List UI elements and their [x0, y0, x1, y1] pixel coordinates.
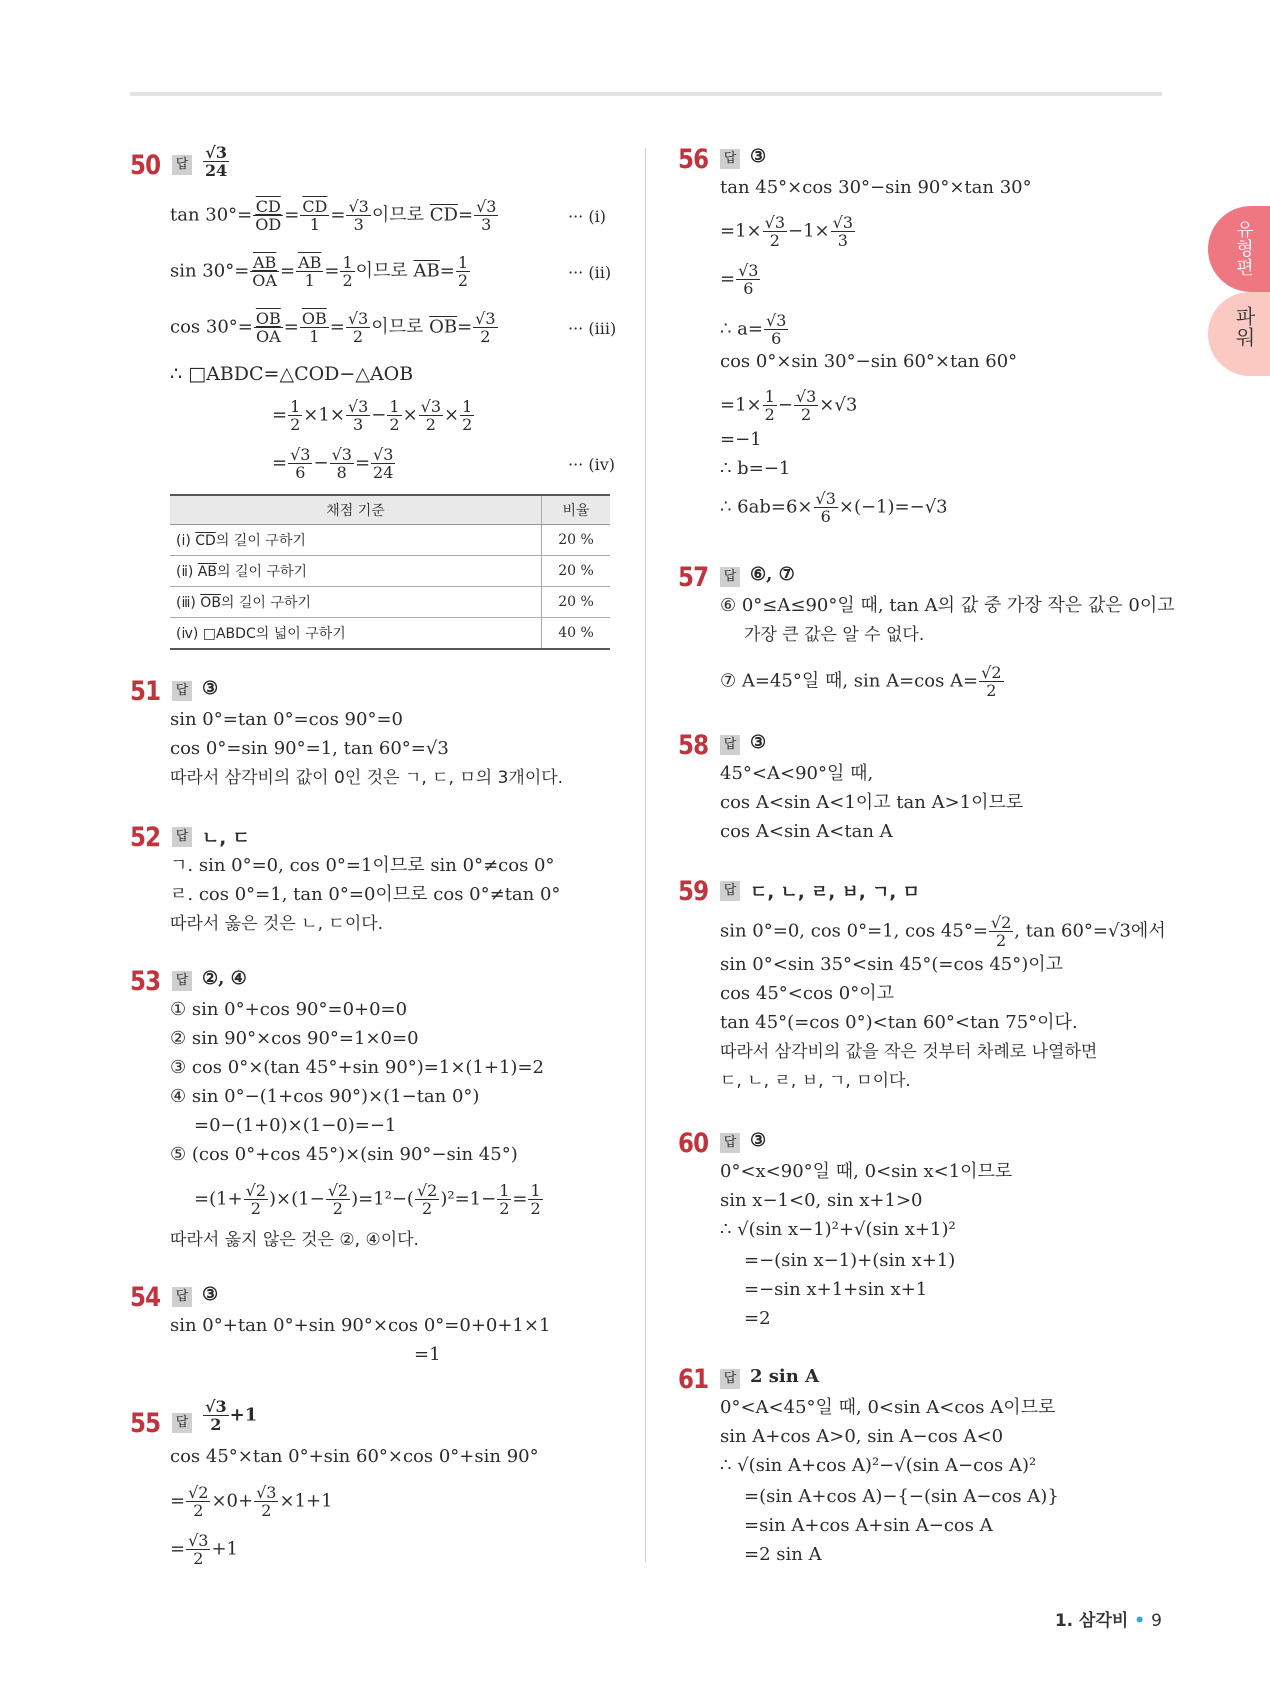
p53-line-2: ② sin 90°×cos 90°=1×0=0: [170, 1028, 419, 1049]
step-tag-i: ··· (ⅰ): [568, 207, 606, 226]
table-row: [170, 556, 610, 587]
p53-line-5: =0−(1+0)×(1−0)=−1: [194, 1115, 397, 1136]
answer: $\frac{√3}{2}$ +1: [205, 1397, 258, 1434]
answer: ㄴ, ㄷ: [202, 828, 250, 849]
grading-header: [170, 495, 610, 525]
criteria-cell: (ⅱ) $\overline{AB}$의 길이 구하기: [170, 556, 542, 587]
p53-line-1: ① sin 0°+cos 90°=0+0=0: [170, 999, 408, 1020]
p60-line-5: =−sin x+1+sin x+1: [744, 1279, 928, 1300]
p60-line-2: sin x−1<0, sin x+1>0: [720, 1190, 923, 1211]
answer-badge: 답: [172, 1413, 192, 1433]
p58-line-1: 45°<A<90°일 때,: [720, 763, 874, 784]
p54-line-1: sin 0°+tan 0°+sin 90°×cos 0°=0+0+1×1: [170, 1315, 551, 1336]
p50-line-1: tan 30°= $\frac{\overline{CD}}{OD}$ = $\frac{\overline{CD}}{1}$ = $\frac{√3}{3}$ 이므로 $\overline{CD}=$ $\frac{√3}{3}$: [170, 197, 497, 234]
p50-line-3: cos 30°= $\frac{\overline{OB}}{OA}$ = $\frac{\overline{OB}}{1}$ = $\frac{√3}{2}$ 이므로 $\overline{OB}=$ $\frac{√3}{2}$: [170, 309, 496, 346]
p61-line-5: =sin A+cos A+sin A−cos A: [744, 1515, 993, 1536]
answer-badge: 답: [172, 827, 192, 847]
p58-line-3: cos A<sin A<tan A: [720, 821, 893, 842]
problem-number: 60: [678, 1128, 709, 1159]
table-row: [170, 525, 610, 556]
answer: 2 sin A: [750, 1366, 820, 1387]
page-number: 9: [1151, 1611, 1162, 1631]
ratio-cell: 20 %: [542, 525, 611, 556]
ratio-cell: 20 %: [542, 587, 611, 618]
p51-line-2: cos 0°=sin 90°=1, tan 60°=√3: [170, 738, 449, 759]
p52-line-1: ㄱ. sin 0°=0, cos 0°=1이므로 sin 0°≠cos 0°: [170, 855, 555, 876]
p57-line-3: ⑦ A=45°일 때, sin A=cos A= $\frac{√2}{2}$: [720, 663, 1002, 700]
answer-badge: 답: [720, 1369, 740, 1389]
table-row: [170, 618, 610, 650]
p52-line-2: ㄹ. cos 0°=1, tan 0°=0이므로 cos 0°≠tan 0°: [170, 884, 561, 905]
problem-number: 51: [130, 676, 161, 707]
p59-line-5: 따라서 삼각비의 값을 작은 것부터 차례로 나열하면: [720, 1042, 1098, 1062]
side-tab-label: 유형편: [1233, 220, 1254, 277]
p56-line-6: =1× $\frac{1}{2}$ − $\frac{√3}{2}$ ×√3: [720, 387, 858, 424]
p61-line-1: 0°<A<45°일 때, 0<sin A<cos A이므로: [720, 1397, 1056, 1418]
criteria-cell: (ⅲ) $\overline{OB}$의 길이 구하기: [170, 587, 542, 618]
p53-line-3: ③ cos 0°×(tan 45°+sin 90°)=1×(1+1)=2: [170, 1057, 544, 1078]
ratio-header: 비율: [542, 495, 611, 525]
criteria-cell: (ⅰ) $\overline{CD}$의 길이 구하기: [170, 525, 542, 556]
answer-badge: 답: [720, 567, 740, 587]
p61-line-6: =2 sin A: [744, 1544, 822, 1565]
answer: ⑥, ⑦: [750, 564, 795, 585]
p56-line-5: cos 0°×sin 30°−sin 60°×tan 60°: [720, 351, 1018, 372]
problem-number: 56: [678, 144, 709, 175]
p51-line-1: sin 0°=tan 0°=cos 90°=0: [170, 709, 403, 730]
side-tab-power[interactable]: [1208, 292, 1270, 376]
p50-line-5: = $\frac{1}{2}$ ×1× $\frac{√3}{3}$ − $\frac{1}{2}$ × $\frac{√3}{2}$ × $\frac{1}{2}$: [272, 397, 473, 434]
problem-number: 53: [130, 966, 161, 997]
p56-line-8: ∴ b=−1: [720, 458, 791, 479]
answer-badge: 답: [172, 1287, 192, 1307]
p59-line-3: cos 45°<cos 0°이고: [720, 983, 894, 1004]
answer-badge: 답: [720, 881, 740, 901]
p61-line-2: sin A+cos A>0, sin A−cos A<0: [720, 1426, 1004, 1447]
p56-line-2: =1× $\frac{√3}{2}$ −1× $\frac{√3}{3}$: [720, 213, 853, 250]
p57-line-2: 가장 큰 값은 알 수 없다.: [744, 625, 925, 645]
p51-line-3: 따라서 삼각비의 값이 0인 것은 ㄱ, ㄷ, ㅁ의 3개이다.: [170, 768, 564, 788]
problem-number: 58: [678, 730, 709, 761]
p57-line-1: ⑥ 0°≤A≤90°일 때, tan A의 값 중 가장 작은 값은 0이고: [720, 595, 1175, 616]
p52-line-3: 따라서 옳은 것은 ㄴ, ㄷ이다.: [170, 914, 384, 934]
answer: ③: [750, 732, 767, 753]
ratio-cell: 20 %: [542, 556, 611, 587]
problem-number: 55: [130, 1408, 161, 1439]
p55-line-3: = $\frac{√3}{2}$ +1: [170, 1531, 239, 1568]
problem-number: 50: [130, 150, 161, 181]
p56-line-9: ∴ 6ab=6× $\frac{√3}{6}$ ×(−1)=−√3: [720, 489, 948, 526]
side-tab-yuhyeong[interactable]: [1208, 206, 1270, 292]
answer-badge: 답: [172, 971, 192, 991]
p61-line-3: ∴ √(sin A+cos A)²−√(sin A−cos A)²: [720, 1455, 1037, 1476]
p56-line-1: tan 45°×cos 30°−sin 90°×tan 30°: [720, 177, 1032, 198]
p60-line-1: 0°<x<90°일 때, 0<sin x<1이므로: [720, 1161, 1013, 1182]
p50-line-2: sin 30°= $\frac{\overline{AB}}{OA}$ = $\frac{\overline{AB}}{1}$ = $\frac{1}{2}$ 이므로 $\overline{AB}=$ $\frac{1}{2}$: [170, 253, 469, 290]
answer: ㄷ, ㄴ, ㄹ, ㅂ, ㄱ, ㅁ: [750, 882, 920, 903]
p56-line-4: ∴ a= $\frac{√3}{6}$: [720, 311, 787, 348]
p55-line-2: = $\frac{√2}{2}$ ×0+ $\frac{√3}{2}$ ×1+1: [170, 1483, 333, 1520]
p53-line-4: ④ sin 0°−(1+cos 90°)×(1−tan 0°): [170, 1086, 480, 1107]
answer-badge: 답: [720, 149, 740, 169]
p59-line-2: sin 0°<sin 35°<sin 45°(=cos 45°)이고: [720, 954, 1064, 975]
answer-badge: 답: [720, 735, 740, 755]
problem-number: 59: [678, 876, 709, 907]
p54-line-2: =1: [414, 1344, 441, 1365]
step-tag-ii: ··· (ⅱ): [568, 263, 612, 282]
bullet-icon: •: [1134, 1611, 1146, 1631]
p50-line-6: = $\frac{√3}{6}$ − $\frac{√3}{8}$ = $\frac{√3}{24}$: [272, 445, 394, 482]
p58-line-2: cos A<sin A<1이고 tan A>1이므로: [720, 792, 1024, 813]
problem-number: 61: [678, 1364, 709, 1395]
answer: ③: [202, 678, 219, 699]
p53-line-8: 따라서 옳지 않은 것은 ②, ④이다.: [170, 1230, 419, 1250]
p59-line-6: ㄷ, ㄴ, ㄹ, ㅂ, ㄱ, ㅁ이다.: [720, 1071, 911, 1091]
grading-table: [170, 494, 610, 650]
answer-badge: 답: [172, 155, 192, 175]
problem-number: 54: [130, 1282, 161, 1313]
step-tag-iv: ··· (ⅳ): [568, 455, 615, 474]
answer: ②, ④: [202, 968, 247, 989]
column-divider: [645, 148, 646, 1562]
p55-line-1: cos 45°×tan 0°+sin 60°×cos 0°+sin 90°: [170, 1446, 539, 1467]
ratio-cell: 40 %: [542, 618, 611, 650]
page-footer: [1055, 1606, 1162, 1631]
table-row: [170, 587, 610, 618]
p59-line-4: tan 45°(=cos 0°)<tan 60°<tan 75°이다.: [720, 1012, 1078, 1033]
header-rule: [130, 92, 1162, 96]
step-tag-iii: ··· (ⅲ): [568, 319, 617, 338]
answer: ③: [750, 1130, 767, 1151]
problem-number: 52: [130, 822, 161, 853]
p61-line-4: =(sin A+cos A)−{−(sin A−cos A)}: [744, 1486, 1059, 1507]
p56-line-7: =−1: [720, 429, 762, 450]
problem-number: 57: [678, 562, 709, 593]
answer: $\frac{√3}{24}$: [205, 143, 228, 180]
p53-line-7: =(1+ $\frac{√2}{2}$ )×(1− $\frac{√2}{2}$ )=1²−( $\frac{√2}{2}$ )²=1− $\frac{1}{2}$ = $\frac{1}{2}$: [194, 1181, 541, 1218]
p56-line-3: = $\frac{√3}{6}$: [720, 261, 759, 298]
p60-line-3: ∴ √(sin x−1)²+√(sin x+1)²: [720, 1219, 956, 1240]
p60-line-6: =2: [744, 1308, 771, 1329]
answer-badge: 답: [720, 1133, 740, 1153]
answer: ③: [750, 146, 767, 167]
p60-line-4: =−(sin x−1)+(sin x+1): [744, 1250, 956, 1271]
criteria-header: 채점 기준: [170, 495, 542, 525]
answer: ③: [202, 1284, 219, 1305]
answer-badge: 답: [172, 681, 192, 701]
chapter-label: 1. 삼각비: [1054, 1611, 1129, 1631]
side-tab-label: 파워: [1232, 306, 1256, 348]
p59-line-1: sin 0°=0, cos 0°=1, cos 45°= $\frac{√2}{2}$ , tan 60°=√3에서: [720, 913, 1166, 950]
p50-line-4: ∴ □ABDC=△COD−△AOB: [170, 363, 414, 385]
p53-line-6: ⑤ (cos 0°+cos 45°)×(sin 90°−sin 45°): [170, 1144, 518, 1165]
criteria-cell: (ⅳ) □ABDC의 넓이 구하기: [170, 618, 542, 650]
